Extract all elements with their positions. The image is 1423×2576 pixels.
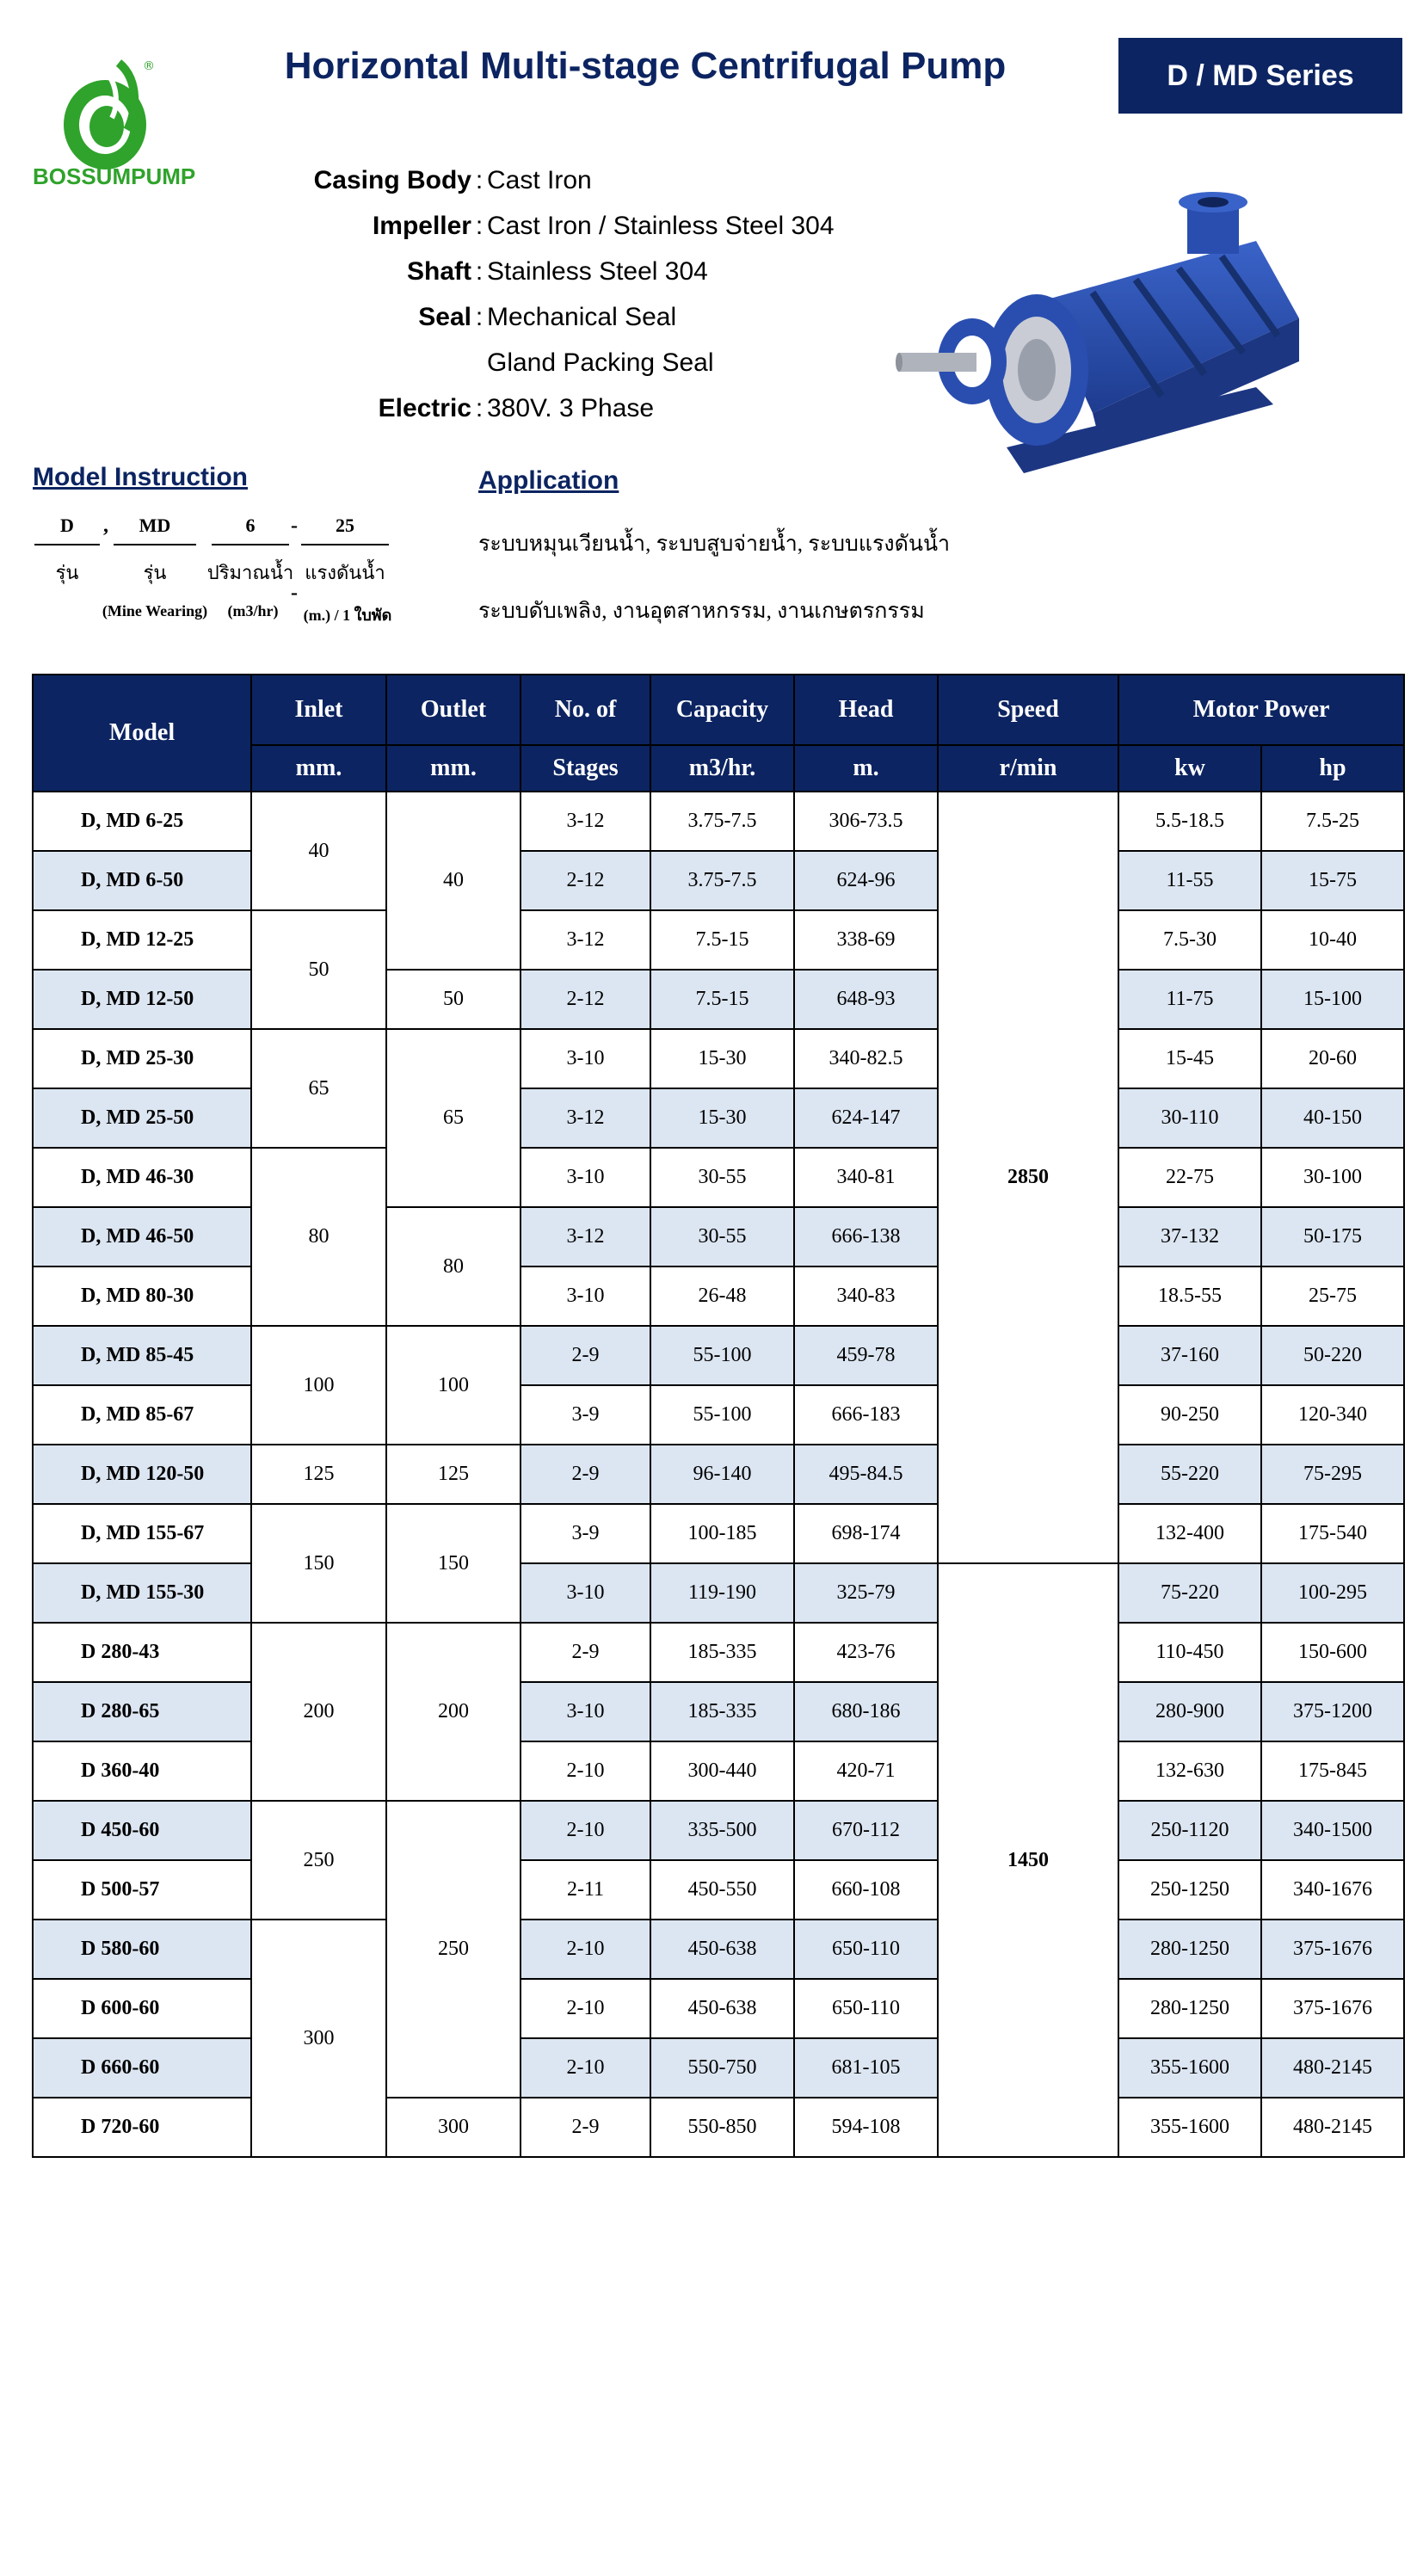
cell-kw: 22-75 bbox=[1118, 1148, 1261, 1207]
table-row bbox=[33, 1207, 1404, 1266]
table-row bbox=[33, 2098, 1404, 2157]
cell-model: D 360-40 bbox=[33, 1741, 251, 1801]
cell-outlet: 50 bbox=[386, 970, 521, 1029]
cell-head: 340-82.5 bbox=[794, 1029, 938, 1088]
cell-kw: 132-630 bbox=[1118, 1741, 1261, 1801]
cell-model: D, MD 155-67 bbox=[33, 1504, 251, 1563]
spec-row bbox=[258, 300, 946, 335]
cell-capacity: 30-55 bbox=[650, 1207, 794, 1266]
cell-head: 423-76 bbox=[794, 1623, 938, 1682]
col-header-motor-power: Motor Power bbox=[1118, 675, 1404, 745]
cell-stages: 3-10 bbox=[521, 1563, 650, 1623]
cell-inlet: 125 bbox=[251, 1445, 386, 1504]
cell-head: 340-81 bbox=[794, 1148, 938, 1207]
col-header-stages: No. of bbox=[521, 675, 650, 745]
cell-outlet: 250 bbox=[386, 1801, 521, 2098]
cell-model: D, MD 12-25 bbox=[33, 910, 251, 970]
cell-capacity: 450-638 bbox=[650, 1979, 794, 2038]
cell-capacity: 3.75-7.5 bbox=[650, 792, 794, 851]
cell-stages: 3-9 bbox=[521, 1385, 650, 1445]
table-row bbox=[33, 1266, 1404, 1326]
cell-inlet: 65 bbox=[251, 1029, 386, 1148]
cell-stages: 2-10 bbox=[521, 2038, 650, 2098]
spec-row bbox=[258, 163, 946, 198]
cell-head: 681-105 bbox=[794, 2038, 938, 2098]
table-row bbox=[33, 1088, 1404, 1148]
spec-value: Cast Iron bbox=[487, 166, 592, 194]
cell-outlet: 150 bbox=[386, 1504, 521, 1623]
cell-kw: 11-75 bbox=[1118, 970, 1261, 1029]
col-header-speed: Speed bbox=[938, 675, 1118, 745]
cell-model: D, MD 25-30 bbox=[33, 1029, 251, 1088]
cell-head: 340-83 bbox=[794, 1266, 938, 1326]
table-row bbox=[33, 1326, 1404, 1385]
cell-head: 459-78 bbox=[794, 1326, 938, 1385]
cell-stages: 2-9 bbox=[521, 1445, 650, 1504]
cell-stages: 3-9 bbox=[521, 1504, 650, 1563]
spec-row bbox=[258, 391, 946, 426]
cell-stages: 2-9 bbox=[521, 2098, 650, 2157]
model-label-series: รุ่น bbox=[55, 562, 79, 583]
cell-capacity: 15-30 bbox=[650, 1029, 794, 1088]
model-label-md: รุ่น bbox=[143, 562, 167, 583]
spec-value: Stainless Steel 304 bbox=[487, 257, 708, 286]
model-instruction-title: Model Instruction bbox=[33, 463, 248, 491]
model-sub-head: (m.) / 1 ใบพัด bbox=[303, 607, 392, 624]
cell-head: 660-108 bbox=[794, 1860, 938, 1920]
cell-hp: 15-75 bbox=[1261, 851, 1404, 910]
application-line-1: ระบบหมุนเวียนน้ำ, ระบบสูบจ่ายน้ำ, ระบบแรงดันน้ำ bbox=[478, 533, 951, 556]
cell-stages: 2-12 bbox=[521, 970, 650, 1029]
cell-kw: 110-450 bbox=[1118, 1623, 1261, 1682]
cell-hp: 375-1200 bbox=[1261, 1682, 1404, 1741]
cell-head: 306-73.5 bbox=[794, 792, 938, 851]
spec-value: 380V. 3 Phase bbox=[487, 394, 655, 422]
table-row bbox=[33, 1920, 1404, 1979]
cell-hp: 120-340 bbox=[1261, 1385, 1404, 1445]
table-row bbox=[33, 1385, 1404, 1445]
cell-outlet: 80 bbox=[386, 1207, 521, 1326]
model-code-capacity: 6 bbox=[212, 515, 289, 545]
cell-model: D 720-60 bbox=[33, 2098, 251, 2157]
cell-stages: 3-10 bbox=[521, 1266, 650, 1326]
table-row bbox=[33, 970, 1404, 1029]
cell-stages: 3-10 bbox=[521, 1682, 650, 1741]
cell-model: D, MD 6-50 bbox=[33, 851, 251, 910]
spec-label: Seal bbox=[418, 303, 471, 331]
pump-image bbox=[895, 189, 1308, 525]
cell-inlet: 300 bbox=[251, 1920, 386, 2157]
spec-row bbox=[258, 209, 946, 243]
col-header-stages-2: Stages bbox=[521, 745, 650, 792]
cell-head: 624-147 bbox=[794, 1088, 938, 1148]
cell-model: D, MD 46-50 bbox=[33, 1207, 251, 1266]
cell-capacity: 100-185 bbox=[650, 1504, 794, 1563]
cell-stages: 2-10 bbox=[521, 1979, 650, 2038]
cell-outlet: 300 bbox=[386, 2098, 521, 2157]
unit-kw: kw bbox=[1118, 745, 1261, 792]
table-row bbox=[33, 1801, 1404, 1860]
cell-stages: 2-9 bbox=[521, 1326, 650, 1385]
cell-capacity: 550-850 bbox=[650, 2098, 794, 2157]
cell-kw: 355-1600 bbox=[1118, 2038, 1261, 2098]
cell-capacity: 185-335 bbox=[650, 1623, 794, 1682]
svg-text:®: ® bbox=[143, 59, 155, 73]
cell-kw: 18.5-55 bbox=[1118, 1266, 1261, 1326]
cell-hp: 175-845 bbox=[1261, 1741, 1404, 1801]
cell-head: 624-96 bbox=[794, 851, 938, 910]
cell-hp: 30-100 bbox=[1261, 1148, 1404, 1207]
cell-kw: 37-132 bbox=[1118, 1207, 1261, 1266]
cell-model: D 660-60 bbox=[33, 2038, 251, 2098]
cell-stages: 3-12 bbox=[521, 1207, 650, 1266]
cell-kw: 75-220 bbox=[1118, 1563, 1261, 1623]
spec-row bbox=[258, 255, 946, 289]
col-header-capacity: Capacity bbox=[650, 675, 794, 745]
spec-separator: : bbox=[475, 212, 484, 240]
cell-head: 698-174 bbox=[794, 1504, 938, 1563]
cell-capacity: 450-550 bbox=[650, 1860, 794, 1920]
cell-model: D 580-60 bbox=[33, 1920, 251, 1979]
table-row bbox=[33, 910, 1404, 970]
cell-head: 666-138 bbox=[794, 1207, 938, 1266]
cell-hp: 340-1500 bbox=[1261, 1801, 1404, 1860]
cell-stages: 2-11 bbox=[521, 1860, 650, 1920]
unit-hp: hp bbox=[1261, 745, 1404, 792]
cell-capacity: 450-638 bbox=[650, 1920, 794, 1979]
cell-model: D, MD 85-67 bbox=[33, 1385, 251, 1445]
cell-model: D, MD 80-30 bbox=[33, 1266, 251, 1326]
cell-stages: 3-10 bbox=[521, 1148, 650, 1207]
cell-model: D, MD 6-25 bbox=[33, 792, 251, 851]
cell-kw: 355-1600 bbox=[1118, 2098, 1261, 2157]
cell-kw: 280-1250 bbox=[1118, 1979, 1261, 2038]
cell-hp: 50-175 bbox=[1261, 1207, 1404, 1266]
cell-hp: 40-150 bbox=[1261, 1088, 1404, 1148]
col-header-inlet: Inlet bbox=[251, 675, 386, 745]
cell-outlet: 100 bbox=[386, 1326, 521, 1445]
cell-hp: 150-600 bbox=[1261, 1623, 1404, 1682]
unit-inlet: mm. bbox=[251, 745, 386, 792]
cell-hp: 375-1676 bbox=[1261, 1979, 1404, 2038]
cell-inlet: 100 bbox=[251, 1326, 386, 1445]
spec-separator: : bbox=[475, 303, 484, 331]
model-code-md: MD bbox=[114, 515, 196, 545]
cell-model: D, MD 120-50 bbox=[33, 1445, 251, 1504]
cell-outlet: 200 bbox=[386, 1623, 521, 1801]
cell-stages: 3-12 bbox=[521, 910, 650, 970]
cell-inlet: 150 bbox=[251, 1504, 386, 1623]
page-title: Horizontal Multi-stage Centrifugal Pump bbox=[284, 45, 1007, 87]
spec-separator: : bbox=[475, 394, 484, 422]
cell-head: 495-84.5 bbox=[794, 1445, 938, 1504]
cell-capacity: 3.75-7.5 bbox=[650, 851, 794, 910]
cell-kw: 250-1120 bbox=[1118, 1801, 1261, 1860]
spec-label: Casing Body bbox=[313, 166, 471, 194]
unit-outlet: mm. bbox=[386, 745, 521, 792]
cell-kw: 280-1250 bbox=[1118, 1920, 1261, 1979]
cell-stages: 2-10 bbox=[521, 1741, 650, 1801]
cell-capacity: 96-140 bbox=[650, 1445, 794, 1504]
table-row bbox=[33, 1148, 1404, 1207]
cell-capacity: 55-100 bbox=[650, 1326, 794, 1385]
cell-outlet: 40 bbox=[386, 792, 521, 970]
cell-hp: 100-295 bbox=[1261, 1563, 1404, 1623]
cell-kw: 132-400 bbox=[1118, 1504, 1261, 1563]
cell-inlet: 80 bbox=[251, 1148, 386, 1326]
cell-hp: 340-1676 bbox=[1261, 1860, 1404, 1920]
cell-capacity: 30-55 bbox=[650, 1148, 794, 1207]
cell-hp: 10-40 bbox=[1261, 910, 1404, 970]
cell-kw: 37-160 bbox=[1118, 1326, 1261, 1385]
cell-speed: 1450 bbox=[938, 1563, 1118, 2157]
cell-stages: 3-12 bbox=[521, 792, 650, 851]
table-row bbox=[33, 1979, 1404, 2038]
cell-stages: 2-9 bbox=[521, 1623, 650, 1682]
cell-hp: 20-60 bbox=[1261, 1029, 1404, 1088]
unit-head: m. bbox=[794, 745, 938, 792]
cell-hp: 175-540 bbox=[1261, 1504, 1404, 1563]
cell-head: 666-183 bbox=[794, 1385, 938, 1445]
model-sub-capacity: (m3/hr) bbox=[227, 602, 279, 619]
cell-model: D 600-60 bbox=[33, 1979, 251, 2038]
cell-head: 420-71 bbox=[794, 1741, 938, 1801]
cell-capacity: 550-750 bbox=[650, 2038, 794, 2098]
cell-kw: 90-250 bbox=[1118, 1385, 1261, 1445]
cell-hp: 50-220 bbox=[1261, 1326, 1404, 1385]
model-code-head: 25 bbox=[301, 515, 389, 545]
cell-inlet: 250 bbox=[251, 1801, 386, 1920]
application-title: Application bbox=[478, 466, 619, 495]
cell-model: D, MD 12-50 bbox=[33, 970, 251, 1029]
cell-hp: 15-100 bbox=[1261, 970, 1404, 1029]
cell-head: 325-79 bbox=[794, 1563, 938, 1623]
cell-kw: 15-45 bbox=[1118, 1029, 1261, 1088]
cell-hp: 75-295 bbox=[1261, 1445, 1404, 1504]
cell-capacity: 119-190 bbox=[650, 1563, 794, 1623]
cell-hp: 480-2145 bbox=[1261, 2098, 1404, 2157]
cell-head: 594-108 bbox=[794, 2098, 938, 2157]
cell-model: D, MD 46-30 bbox=[33, 1148, 251, 1207]
cell-head: 650-110 bbox=[794, 1979, 938, 2038]
cell-capacity: 15-30 bbox=[650, 1088, 794, 1148]
cell-stages: 3-10 bbox=[521, 1029, 650, 1088]
model-code-series: D bbox=[34, 515, 100, 545]
cell-outlet: 125 bbox=[386, 1445, 521, 1504]
cell-inlet: 200 bbox=[251, 1623, 386, 1801]
cell-stages: 2-10 bbox=[521, 1801, 650, 1860]
cell-inlet: 40 bbox=[251, 792, 386, 910]
cell-speed: 2850 bbox=[938, 792, 1118, 1563]
cell-head: 338-69 bbox=[794, 910, 938, 970]
model-sub-md: (Mine Wearing) bbox=[102, 602, 208, 619]
spec-value: Mechanical Seal bbox=[487, 303, 677, 331]
col-header-head: Head bbox=[794, 675, 938, 745]
spec-value: Gland Packing Seal bbox=[487, 348, 714, 377]
cell-capacity: 185-335 bbox=[650, 1682, 794, 1741]
cell-stages: 3-12 bbox=[521, 1088, 650, 1148]
cell-kw: 7.5-30 bbox=[1118, 910, 1261, 970]
table-row bbox=[33, 1029, 1404, 1088]
model-label-dash: - bbox=[291, 582, 298, 604]
cell-head: 650-110 bbox=[794, 1920, 938, 1979]
pump-spec-table bbox=[32, 674, 1405, 2158]
cell-kw: 11-55 bbox=[1118, 851, 1261, 910]
table-row bbox=[33, 1741, 1404, 1801]
spec-label: Impeller bbox=[372, 212, 471, 240]
cell-inlet: 50 bbox=[251, 910, 386, 1029]
cell-head: 680-186 bbox=[794, 1682, 938, 1741]
cell-hp: 480-2145 bbox=[1261, 2038, 1404, 2098]
table-row bbox=[33, 1563, 1404, 1623]
unit-capacity: m3/hr. bbox=[650, 745, 794, 792]
unit-speed: r/min bbox=[938, 745, 1118, 792]
cell-stages: 2-10 bbox=[521, 1920, 650, 1979]
cell-model: D, MD 85-45 bbox=[33, 1326, 251, 1385]
cell-model: D, MD 25-50 bbox=[33, 1088, 251, 1148]
cell-model: D 500-57 bbox=[33, 1860, 251, 1920]
cell-stages: 2-12 bbox=[521, 851, 650, 910]
cell-head: 670-112 bbox=[794, 1801, 938, 1860]
cell-capacity: 7.5-15 bbox=[650, 910, 794, 970]
series-badge: D / MD Series bbox=[1118, 38, 1402, 114]
cell-capacity: 26-48 bbox=[650, 1266, 794, 1326]
spec-value: Cast Iron / Stainless Steel 304 bbox=[487, 212, 835, 240]
cell-capacity: 55-100 bbox=[650, 1385, 794, 1445]
cell-kw: 30-110 bbox=[1118, 1088, 1261, 1148]
spec-label: Electric bbox=[378, 394, 471, 422]
cell-outlet: 65 bbox=[386, 1029, 521, 1207]
spec-separator: : bbox=[475, 166, 484, 194]
cell-capacity: 7.5-15 bbox=[650, 970, 794, 1029]
cell-hp: 7.5-25 bbox=[1261, 792, 1404, 851]
table-row bbox=[33, 1504, 1404, 1563]
application-line-2: ระบบดับเพลิง, งานอุตสาหกรรม, งานเกษตรกรรม bbox=[478, 600, 925, 623]
cell-hp: 375-1676 bbox=[1261, 1920, 1404, 1979]
table-row bbox=[33, 792, 1404, 851]
table-row bbox=[33, 2038, 1404, 2098]
logo-text: BOSSUMPUMP bbox=[33, 163, 196, 189]
spec-separator: : bbox=[475, 257, 484, 286]
model-label-head: แรงดันน้ำ bbox=[305, 562, 385, 583]
model-code-separator: , bbox=[103, 515, 108, 537]
cell-hp: 25-75 bbox=[1261, 1266, 1404, 1326]
col-header-outlet: Outlet bbox=[386, 675, 521, 745]
spec-row bbox=[258, 346, 946, 380]
cell-model: D 280-43 bbox=[33, 1623, 251, 1682]
cell-capacity: 300-440 bbox=[650, 1741, 794, 1801]
table-row bbox=[33, 851, 1404, 910]
table-row bbox=[33, 1682, 1404, 1741]
cell-model: D 450-60 bbox=[33, 1801, 251, 1860]
cell-capacity: 335-500 bbox=[650, 1801, 794, 1860]
col-header-model: Model bbox=[33, 675, 251, 792]
spec-label: Shaft bbox=[407, 257, 471, 286]
table-row bbox=[33, 1860, 1404, 1920]
cell-kw: 5.5-18.5 bbox=[1118, 792, 1261, 851]
cell-model: D 280-65 bbox=[33, 1682, 251, 1741]
model-label-capacity: ปริมาณน้ำ bbox=[206, 562, 294, 583]
cell-model: D, MD 155-30 bbox=[33, 1563, 251, 1623]
table-row bbox=[33, 1445, 1404, 1504]
cell-kw: 280-900 bbox=[1118, 1682, 1261, 1741]
table-row bbox=[33, 1623, 1404, 1682]
model-code-dash: - bbox=[291, 515, 298, 537]
cell-kw: 250-1250 bbox=[1118, 1860, 1261, 1920]
cell-kw: 55-220 bbox=[1118, 1445, 1261, 1504]
cell-head: 648-93 bbox=[794, 970, 938, 1029]
